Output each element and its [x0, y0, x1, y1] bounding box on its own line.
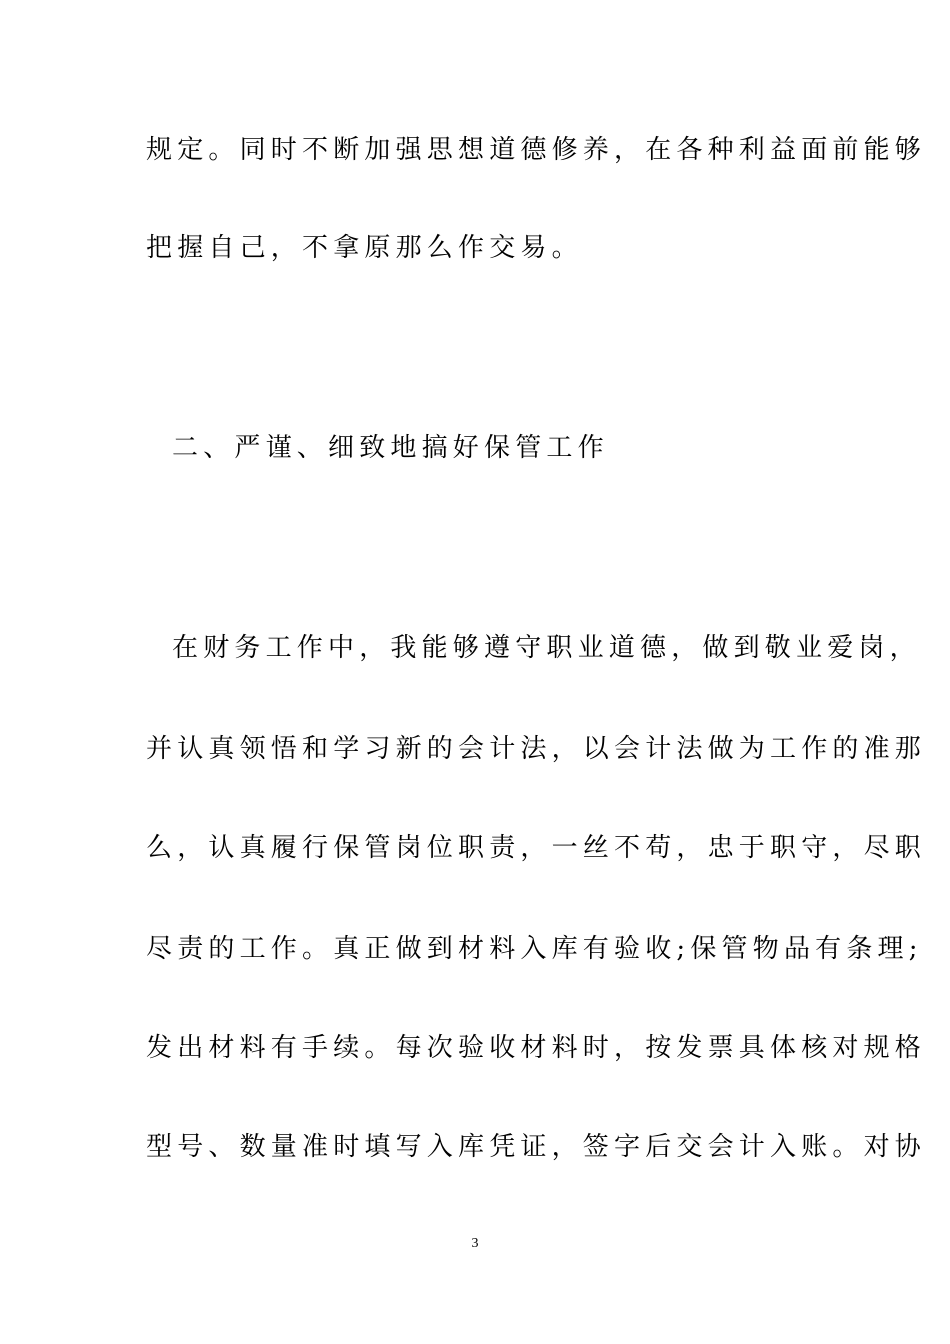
paragraph-2-line-1: 在财务工作中，我能够遵守职业道德，做到敬业爱岗，: [172, 633, 921, 663]
paragraph-2-line-3: 么，认真履行保管岗位职责，一丝不苟，忠于职守，尽职: [146, 833, 927, 863]
paragraph-1-line-1: 规定。同时不断加强思想道德修养，在各种利益面前能够: [146, 135, 927, 165]
section-heading: 二、严谨、细致地搞好保管工作: [172, 433, 609, 463]
paragraph-2-line-2: 并认真领悟和学习新的会计法，以会计法做为工作的准那: [146, 734, 927, 764]
page-number: 3: [471, 1236, 479, 1251]
paragraph-2-line-6: 型号、数量准时填写入库凭证，签字后交会计入账。对协: [146, 1132, 927, 1162]
paragraph-2-line-4: 尽责的工作。真正做到材料入库有验收;保管物品有条理;: [146, 934, 923, 964]
paragraph-1-line-2: 把握自己，不拿原那么作交易。: [146, 233, 583, 263]
paragraph-2-line-5: 发出材料有手续。每次验收材料时，按发票具体核对规格: [146, 1033, 927, 1063]
